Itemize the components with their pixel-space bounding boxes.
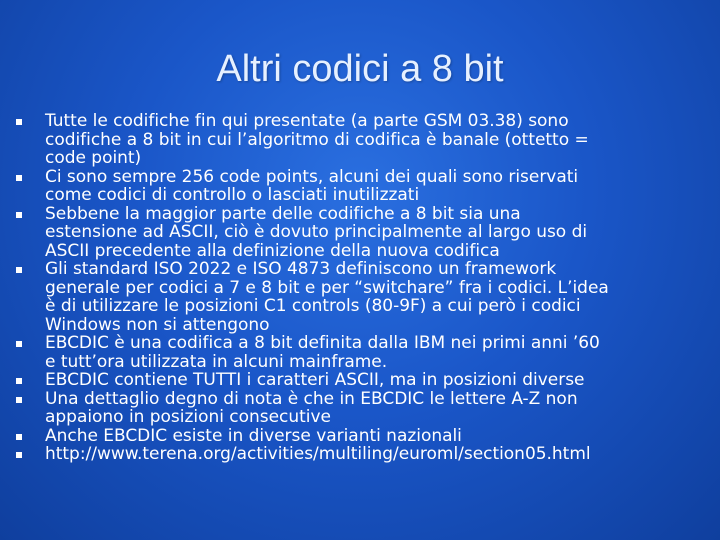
bullet-text: Sebbene la maggior parte delle codifiche a 8 bit sia una estensione ad ASCII, ciò è dovuto principalmente al largo uso di ASCII precedente alla definizione della nuova codifica (45, 203, 588, 261)
bullet-item-3 (45, 205, 713, 261)
square-bullet-icon (16, 341, 22, 347)
square-bullet-icon (16, 397, 22, 403)
bullet-item-9 (45, 445, 713, 464)
bullet-item-7 (45, 390, 713, 427)
bullet-item-2 (45, 168, 713, 205)
bullet-item-1 (45, 112, 713, 168)
slide-title: Altri codici a 8 bit (216, 48, 504, 90)
square-bullet-icon (16, 378, 22, 384)
bullet-text: Gli standard ISO 2022 e ISO 4873 definiscono un framework generale per codici a 7 e 8 bit e per “switchare” fra i codici. L’idea è di utilizzare le posizioni C1 controls (80-9F) a cui però i codici Windows non si attengono (45, 259, 609, 335)
bullet-item-5 (45, 334, 713, 371)
square-bullet-icon (16, 267, 22, 273)
bullet-item-8 (45, 427, 713, 446)
bullet-text: Ci sono sempre 256 code points, alcuni dei quali sono riservati come codici di controllo o lasciati inutilizzati (45, 166, 579, 205)
bullet-item-4 (45, 260, 713, 334)
square-bullet-icon (16, 212, 22, 218)
square-bullet-icon (16, 434, 22, 440)
bullet-list (45, 112, 713, 464)
square-bullet-icon (16, 119, 22, 125)
bullet-text: Tutte le codifiche fin qui presentate (a parte GSM 03.38) sono codifiche a 8 bit in cui l’algoritmo di codifica è banale (ottetto = code point) (45, 111, 589, 168)
bullet-text: Anche EBCDIC esiste in diverse varianti nazionali (45, 425, 462, 446)
square-bullet-icon (16, 452, 22, 458)
bullet-item-6 (45, 371, 713, 390)
bullet-text: EBCDIC è una codifica a 8 bit definita dalla IBM nei primi anni ’60 e tutt’ora utilizzata in alcuni mainframe. (45, 333, 600, 372)
bullet-text: Una dettaglio degno di nota è che in EBCDIC le lettere A-Z non appaiono in posizioni consecutive (45, 388, 578, 427)
square-bullet-icon (16, 175, 22, 181)
bullet-text: EBCDIC contiene TUTTI i caratteri ASCII, ma in posizioni diverse (45, 370, 585, 390)
bullet-link-text: http://www.terena.org/activities/multiling/euroml/section05.html (45, 444, 591, 464)
